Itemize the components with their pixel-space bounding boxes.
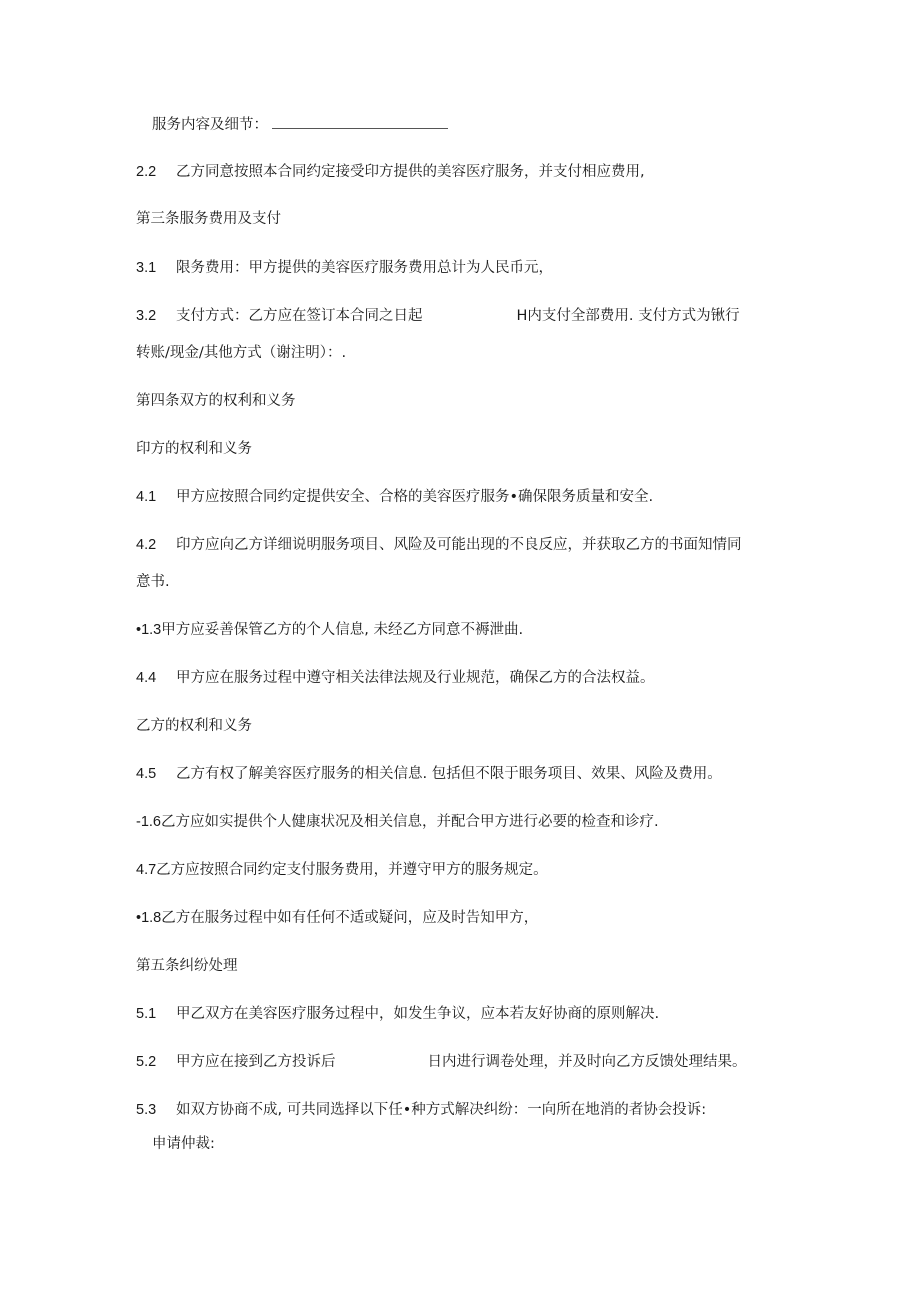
clause-number: 3.2 — [136, 308, 157, 324]
clause-3-2 — [136, 306, 740, 326]
clause-number: 4.2 — [136, 537, 157, 553]
clause-number: 5.1 — [136, 1006, 157, 1022]
clause-text: 如双方协商不成, 可共同选择以下任•种方式解决纠纷：一向所在地消的者协会投诉: — [176, 1102, 707, 1118]
party-b-heading — [136, 716, 252, 736]
clause-5-3-cont — [152, 1134, 215, 1154]
clause-number: •1.3 — [136, 622, 162, 638]
clause-text: 限务费用：甲方提供的美容医疗服务费用总计为人民币元， — [176, 260, 553, 276]
section-5-heading — [136, 956, 238, 976]
clause-text: 印方应向乙方详细说明服务项目、风险及可能出现的不良反应，并获取乙方的书面知情同 — [176, 537, 742, 553]
clause-text-b: H内支付全部费用. 支付方式为锹行 — [516, 308, 740, 324]
clause-4-1 — [136, 487, 653, 507]
heading-text: 第三条服务费用及支付 — [136, 211, 281, 227]
clause-number: 4.1 — [136, 489, 157, 505]
clause-4-2-cont — [136, 572, 170, 592]
heading-text: 第五条纠纷处理 — [136, 958, 238, 974]
clause-number: 4.4 — [136, 670, 157, 686]
clause-text-a: 支付方式：乙方应在签订本合同之日起 — [176, 308, 423, 324]
clause-text: 乙方在服务过程中如有任何不适或疑问，应及时告知甲方， — [161, 910, 539, 926]
clause-3-1 — [136, 258, 553, 278]
party-a-heading — [136, 439, 252, 459]
subheading-text: 乙方的权利和义务 — [136, 718, 252, 734]
clause-number: 5.3 — [136, 1102, 157, 1118]
subheading-text: 印方的权利和义务 — [136, 441, 252, 457]
service-details-line — [152, 115, 448, 135]
section-3-heading — [136, 209, 281, 229]
clause-text: 乙方应按照合同约定支付服务费用，并遵守甲方的服务规定。 — [156, 862, 548, 878]
clause-number: 3.1 — [136, 260, 157, 276]
clause-number: -1.6 — [136, 814, 161, 830]
section-4-heading — [136, 391, 296, 411]
clause-text: 乙方有权了解美容医疗服务的相关信息. 包括但不限于眼务项目、效果、风险及费用。 — [176, 766, 722, 782]
clause-text: 转账/现金/其他方式（谢注明）：. — [136, 345, 347, 361]
heading-text: 第四条双方的权利和义务 — [136, 393, 296, 409]
clause-4-2 — [136, 535, 742, 555]
clause-text: 甲方应按照合同约定提供安全、合格的美容医疗服务•确保限务质量和安全. — [176, 489, 654, 505]
clause-5-2 — [136, 1052, 747, 1072]
clause-4-7 — [136, 860, 548, 880]
clause-number: 2.2 — [136, 164, 157, 180]
clause-4-5 — [136, 764, 722, 784]
clause-text: 申请仲裁: — [152, 1136, 215, 1152]
clause-4-4 — [136, 668, 655, 688]
clause-4-3 — [136, 620, 523, 640]
clause-number: 4.5 — [136, 766, 157, 782]
clause-text: 乙方应如实提供个人健康状况及相关信息，并配合甲方进行必要的检查和诊疗. — [161, 814, 659, 830]
clause-5-1 — [136, 1004, 659, 1024]
clause-text-b: 日内进行调卷处理，并及时向乙方反馈处理结果。 — [427, 1054, 747, 1070]
clause-text: 乙方同意按照本合同约定接受印方提供的美容医疗服务，并支付相应费用, — [176, 164, 645, 180]
clause-number: •1.8 — [136, 910, 162, 926]
clause-text: 意书. — [136, 574, 170, 590]
clause-4-8 — [136, 908, 538, 928]
clause-3-2-cont — [136, 343, 346, 363]
clause-number: 4.7 — [136, 862, 157, 878]
clause-4-6 — [136, 812, 659, 832]
service-details-label: 服务内容及细节： — [152, 117, 268, 133]
clause-5-3 — [136, 1100, 706, 1120]
clause-text: 甲方应妥善保管乙方的个人信息, 未经乙方同意不褥泄曲. — [161, 622, 524, 638]
clause-number: 5.2 — [136, 1054, 157, 1070]
clause-text-a: 甲方应在接到乙方投诉后 — [176, 1054, 336, 1070]
clause-text: 甲乙双方在美容医疗服务过程中，如发生争议，应本若友好协商的原则解决. — [176, 1006, 660, 1022]
clause-text: 甲方应在服务过程中遵守相关法律法规及行业规范，确保乙方的合法权益。 — [176, 670, 655, 686]
clause-2-2 — [136, 162, 645, 182]
fill-in-blank — [272, 116, 448, 129]
